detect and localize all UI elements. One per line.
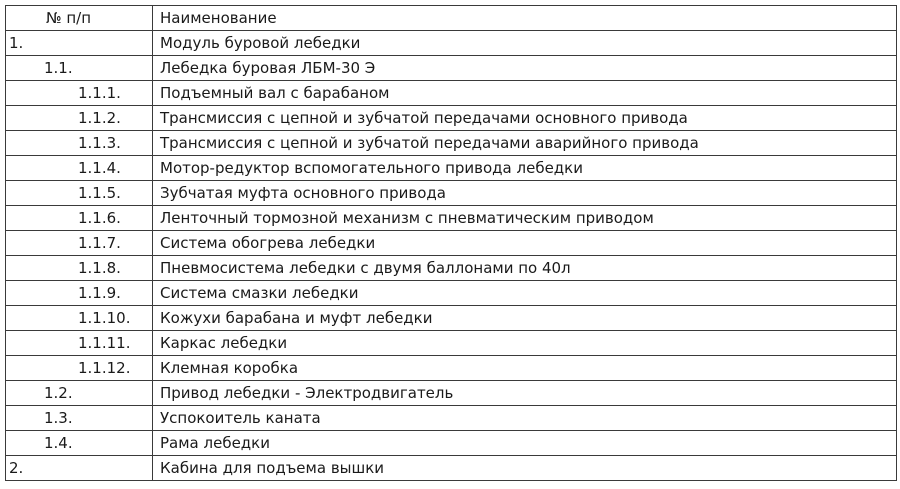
row-name-cell: Ленточный тормозной механизм с пневматическим приводом: [153, 206, 897, 231]
row-name-cell: Кожухи барабана и муфт лебедки: [153, 306, 897, 331]
row-name-cell: Подъемный вал с барабаном: [153, 81, 897, 106]
row-number-cell: 1.: [6, 31, 153, 56]
row-name-cell: Система смазки лебедки: [153, 281, 897, 306]
table-row: [6, 231, 897, 256]
equipment-table-container: [5, 5, 896, 481]
row-name-cell: Кабина для подъема вышки: [153, 456, 897, 481]
row-number-cell: 1.4.: [6, 431, 153, 456]
table-row: [6, 306, 897, 331]
table-row: [6, 406, 897, 431]
column-header-number: № п/п: [6, 6, 153, 31]
row-number-cell: 1.2.: [6, 381, 153, 406]
row-number-cell: 1.1.1.: [6, 81, 153, 106]
table-row: [6, 206, 897, 231]
table-header-row: [6, 6, 897, 31]
row-number-cell: 1.1.10.: [6, 306, 153, 331]
row-number-cell: 2.: [6, 456, 153, 481]
row-name-cell: Клемная коробка: [153, 356, 897, 381]
table-row: [6, 81, 897, 106]
row-number-cell: 1.1.6.: [6, 206, 153, 231]
table-body: [6, 31, 897, 481]
table-row: [6, 431, 897, 456]
table-row: [6, 156, 897, 181]
table-row: [6, 381, 897, 406]
table-row: [6, 331, 897, 356]
row-name-cell: Лебедка буровая ЛБМ-30 Э: [153, 56, 897, 81]
table-row: [6, 131, 897, 156]
row-number-cell: 1.1.12.: [6, 356, 153, 381]
row-name-cell: Привод лебедки - Электродвигатель: [153, 381, 897, 406]
equipment-table: [5, 5, 897, 481]
row-name-cell: Система обогрева лебедки: [153, 231, 897, 256]
table-row: [6, 56, 897, 81]
row-number-cell: 1.1.4.: [6, 156, 153, 181]
row-number-cell: 1.1.8.: [6, 256, 153, 281]
table-row: [6, 106, 897, 131]
row-name-cell: Модуль буровой лебедки: [153, 31, 897, 56]
row-name-cell: Мотор-редуктор вспомогательного привода лебедки: [153, 156, 897, 181]
row-number-cell: 1.1.5.: [6, 181, 153, 206]
row-name-cell: Трансмиссия с цепной и зубчатой передачами аварийного привода: [153, 131, 897, 156]
row-name-cell: Пневмосистема лебедки с двумя баллонами по 40л: [153, 256, 897, 281]
row-number-cell: 1.1.9.: [6, 281, 153, 306]
row-number-cell: 1.1.7.: [6, 231, 153, 256]
row-name-cell: Зубчатая муфта основного привода: [153, 181, 897, 206]
table-row: [6, 456, 897, 481]
table-row: [6, 181, 897, 206]
row-number-cell: 1.1.3.: [6, 131, 153, 156]
column-header-name: Наименование: [153, 6, 897, 31]
row-number-cell: 1.3.: [6, 406, 153, 431]
table-row: [6, 356, 897, 381]
row-name-cell: Успокоитель каната: [153, 406, 897, 431]
table-row: [6, 281, 897, 306]
row-number-cell: 1.1.2.: [6, 106, 153, 131]
table-row: [6, 256, 897, 281]
row-number-cell: 1.1.11.: [6, 331, 153, 356]
row-name-cell: Рама лебедки: [153, 431, 897, 456]
table-row: [6, 31, 897, 56]
row-number-cell: 1.1.: [6, 56, 153, 81]
row-name-cell: Трансмиссия с цепной и зубчатой передачами основного привода: [153, 106, 897, 131]
row-name-cell: Каркас лебедки: [153, 331, 897, 356]
